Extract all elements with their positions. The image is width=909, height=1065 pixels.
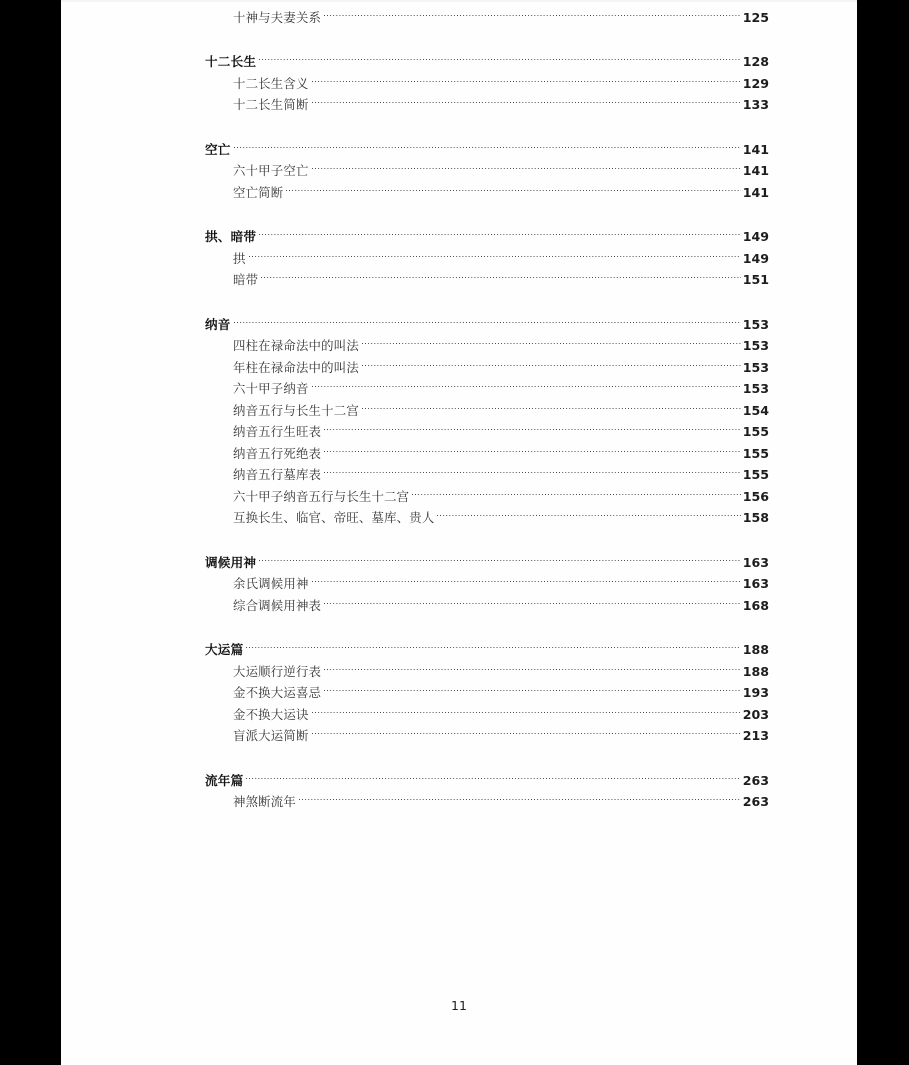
toc-page-number: 156 — [742, 488, 769, 504]
toc-dot-leader — [437, 501, 740, 523]
toc-entry-label: 年柱在禄命法中的叫法 — [233, 359, 359, 375]
scan-gutter-right — [857, 0, 909, 1065]
toc-entry-label: 综合调候用神表 — [233, 597, 322, 613]
toc-dot-leader — [312, 567, 741, 589]
toc-entry-label: 纳音五行死绝表 — [233, 445, 322, 461]
toc-page-number: 141 — [742, 163, 769, 178]
toc-chapter-label: 调候用神 — [205, 554, 257, 570]
toc-dot-leader — [246, 633, 740, 655]
toc-entry-row[interactable] — [61, 436, 857, 461]
toc-entry-label: 金不换大运诀 — [233, 706, 309, 722]
toc-page-number: 188 — [742, 663, 769, 679]
toc-chapter-row[interactable] — [61, 545, 857, 570]
toc-entry-label: 空亡简断 — [233, 184, 284, 200]
toc-chapter-label: 大运篇 — [205, 642, 244, 657]
toc-page-number: 153 — [742, 381, 769, 396]
toc-entry-row[interactable] — [61, 785, 857, 807]
toc-dot-leader — [324, 0, 741, 22]
toc-entry-row[interactable] — [61, 0, 857, 25]
toc-entry-row[interactable] — [61, 501, 857, 523]
toc-group — [61, 633, 857, 741]
toc-entry-row[interactable] — [61, 88, 857, 110]
toc-page-number: 188 — [742, 642, 769, 657]
toc-dot-leader — [259, 545, 741, 567]
toc-page-number: 154 — [742, 402, 769, 418]
toc-page-number: 153 — [742, 338, 769, 353]
toc-page-number: 149 — [742, 229, 769, 244]
document-page — [61, 0, 857, 1065]
toc-dot-leader — [234, 132, 741, 154]
toc-dot-leader — [324, 436, 741, 458]
toc-chapter-row[interactable] — [61, 307, 857, 332]
toc-page-number: 203 — [742, 706, 769, 722]
toc-entry-label: 神煞断流年 — [233, 794, 296, 809]
toc-page-number: 153 — [742, 316, 769, 332]
toc-dot-leader — [312, 719, 741, 741]
toc-entry-label: 纳音五行墓库表 — [233, 467, 322, 482]
toc-dot-leader — [362, 329, 741, 351]
toc-entry-label: 十二长生简断 — [233, 97, 309, 112]
toc-page-number: 129 — [742, 75, 769, 91]
toc-page-number: 263 — [742, 772, 769, 788]
toc-entry-row[interactable] — [61, 415, 857, 437]
toc-page-number: 168 — [742, 597, 769, 613]
toc-entry-label: 互换长生、临官、帝旺、墓库、贵人 — [233, 510, 435, 525]
toc-dot-leader — [312, 66, 741, 88]
toc-dot-leader — [324, 458, 741, 480]
toc-chapter-label: 十二长生 — [205, 54, 257, 69]
toc-group — [61, 220, 857, 285]
toc-dot-leader — [246, 763, 740, 785]
toc-page-number: 158 — [742, 510, 769, 525]
toc-dot-leader — [324, 654, 741, 676]
toc-dot-leader — [259, 220, 741, 242]
toc-entry-row[interactable] — [61, 588, 857, 613]
toc-entry-label: 暗带 — [233, 272, 259, 287]
toc-dot-leader — [324, 676, 741, 698]
toc-entry-label: 六十甲子纳音 — [233, 381, 309, 396]
toc-entry-row[interactable] — [61, 154, 857, 176]
toc-entry-label: 四柱在禄命法中的叫法 — [233, 338, 359, 353]
toc-chapter-row[interactable] — [61, 763, 857, 788]
toc-page-number: 133 — [742, 97, 769, 112]
page-folio: 11 — [451, 998, 467, 1013]
toc-chapter-label: 空亡 — [205, 141, 231, 157]
toc-dot-leader — [234, 307, 741, 329]
table-of-contents — [61, 0, 857, 809]
toc-dot-leader — [412, 479, 740, 501]
toc-dot-leader — [362, 350, 741, 372]
toc-dot-leader — [312, 372, 741, 394]
toc-dot-leader — [324, 415, 741, 437]
toc-page-number: 155 — [742, 424, 769, 439]
toc-entry-row[interactable] — [61, 350, 857, 375]
toc-page-number: 141 — [742, 184, 769, 200]
toc-dot-leader — [259, 45, 741, 67]
toc-dot-leader — [362, 393, 741, 415]
toc-dot-leader — [299, 785, 741, 807]
toc-chapter-label: 拱、暗带 — [205, 229, 257, 244]
scan-gutter-left — [0, 0, 61, 1065]
toc-entry-label: 金不换大运喜忌 — [233, 685, 322, 700]
toc-dot-leader — [312, 697, 741, 719]
toc-entry-row[interactable] — [61, 676, 857, 698]
toc-entry-label: 十神与夫妻关系 — [233, 9, 322, 25]
toc-entry-row[interactable] — [61, 393, 857, 418]
toc-entry-label: 拱 — [233, 250, 246, 266]
toc-entry-row[interactable] — [61, 654, 857, 679]
toc-entry-label: 盲派大运简断 — [233, 728, 309, 743]
toc-page-number: 125 — [742, 9, 769, 25]
toc-chapter-row[interactable] — [61, 220, 857, 242]
toc-entry-row[interactable] — [61, 175, 857, 200]
toc-dot-leader — [261, 263, 741, 285]
toc-chapter-row[interactable] — [61, 633, 857, 655]
toc-page-number: 193 — [742, 685, 769, 700]
toc-entry-row[interactable] — [61, 697, 857, 722]
toc-chapter-label: 纳音 — [205, 316, 231, 332]
toc-page-number: 153 — [742, 359, 769, 375]
toc-dot-leader — [286, 175, 740, 197]
toc-page-number: 213 — [742, 728, 769, 743]
toc-page-number: 163 — [742, 554, 769, 570]
toc-page-number: 155 — [742, 467, 769, 482]
toc-entry-label: 六十甲子纳音五行与长生十二宫 — [233, 488, 410, 504]
toc-entry-row[interactable] — [61, 329, 857, 351]
toc-entry-label: 十二长生含义 — [233, 75, 309, 91]
toc-entry-label: 余氏调候用神 — [233, 576, 309, 591]
toc-chapter-row[interactable] — [61, 132, 857, 157]
toc-entry-row[interactable] — [61, 458, 857, 480]
toc-entry-row[interactable] — [61, 241, 857, 266]
toc-entry-row[interactable] — [61, 567, 857, 589]
toc-dot-leader — [249, 241, 741, 263]
toc-page-number: 149 — [742, 250, 769, 266]
toc-group — [61, 545, 857, 613]
toc-page-number: 163 — [742, 576, 769, 591]
toc-group — [61, 307, 857, 525]
toc-entry-row[interactable] — [61, 66, 857, 91]
toc-entry-label: 纳音五行生旺表 — [233, 424, 322, 439]
toc-entry-label: 纳音五行与长生十二宫 — [233, 402, 359, 418]
toc-entry-row[interactable] — [61, 263, 857, 285]
toc-dot-leader — [312, 154, 741, 176]
toc-entry-row[interactable] — [61, 372, 857, 394]
toc-group — [61, 45, 857, 110]
toc-group — [61, 0, 857, 25]
toc-page-number: 128 — [742, 54, 769, 69]
toc-dot-leader — [324, 588, 741, 610]
toc-page-number: 263 — [742, 794, 769, 809]
toc-group — [61, 132, 857, 200]
toc-dot-leader — [312, 88, 741, 110]
toc-entry-row[interactable] — [61, 719, 857, 741]
toc-entry-label: 大运顺行逆行表 — [233, 663, 322, 679]
toc-chapter-row[interactable] — [61, 45, 857, 67]
toc-entry-label: 六十甲子空亡 — [233, 163, 309, 178]
toc-group — [61, 763, 857, 809]
toc-page-number: 155 — [742, 445, 769, 461]
toc-page-number: 151 — [742, 272, 769, 287]
toc-page-number: 141 — [742, 141, 769, 157]
toc-chapter-label: 流年篇 — [205, 772, 244, 788]
toc-entry-row[interactable] — [61, 479, 857, 504]
